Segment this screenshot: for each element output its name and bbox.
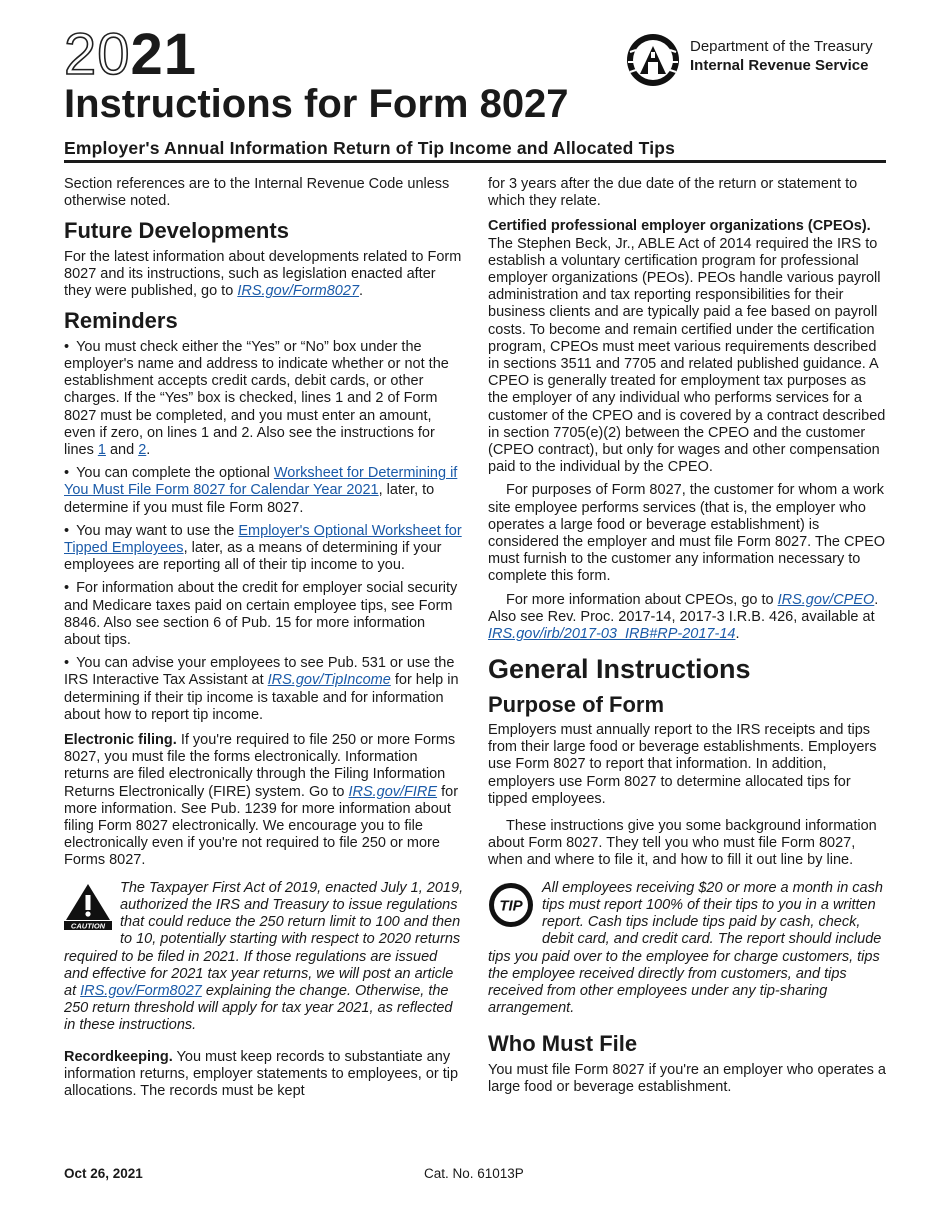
line-2-link[interactable]: 2 [138, 442, 147, 459]
line-1-link[interactable]: 1 [97, 442, 106, 459]
reminder-bullet-2: • You can complete the optional Worksheet for Determining if You Must File Form 8027 for Calendar Year 2021, later, to determine if you must file Form 8027. [64, 465, 464, 517]
electronic-filing-paragraph: Electronic filing. If you're required to file 250 or more Forms 8027, you must file the forms electronically. Information returns are filed electronically through the Filing Information Returns Electronically (FIRE) system. Go to IRS.gov/FIRE for more information. See Pub. 1239 for more information about filing Form 8027 electronically. We encourage you to file electronically even if you're not required to file 250 or more Forms 8027. [64, 732, 459, 869]
form-subtitle: Employer's Annual Information Return of Tip Income and Allocated Tips [64, 138, 676, 158]
year-bold: 21 [130, 22, 198, 87]
left-column [64, 176, 464, 1106]
purpose-text-2: These instructions give you some background information about Form 8027. They tell you who must file Form 8027, when and where to file it, and how to fill it out line by line. [488, 818, 877, 869]
cpeo-paragraph: Certified professional employer organizations (CPEOs). The Stephen Beck, Jr., ABLE Act of 2014 required the IRS to establish a voluntary certification program for professional employer organizations (PEOs). PEOs handle various payroll administration and tax reporting responsibilities for their business clients and are typically paid a fee based on payroll costs. To become and remain certified under the certification program, CPEOs must meet various requirements described in sections 3511 and 7705 and related published guidance. A CPEO is generally treated for employment tax purposes as the employer of any individual who performs services for a customer of the CPEO and is covered by a contract described in section 7705(e)(2) between the CPEO and the customer (CPEO contract), but only for wages and other compensation paid to the individual by the CPEO. [488, 218, 886, 476]
recordkeeping-continued: for 3 years after the due date of the return or statement to which they relate. [488, 176, 858, 210]
header-rule [64, 160, 886, 163]
optional-worksheet-link[interactable]: Employer's Optional Worksheet for Tipped Employees [64, 522, 462, 557]
form8027-caution-link[interactable]: IRS.gov/Form8027 [80, 982, 202, 999]
reminders-heading: Reminders [64, 308, 178, 334]
reminder-bullet-5: • You can advise your employees to see Pub. 531 or use the IRS Interactive Tax Assistant at IRS.gov/TipIncome for help in determining if their tip income is taxable and for information about how to report tip income. [64, 655, 464, 724]
recordkeeping-paragraph: Recordkeeping. You must keep records to substantiate any information returns, employer statements to employees, or tip allocations. The records must be kept [64, 1048, 459, 1099]
revision-date: Oct 26, 2021 [64, 1166, 143, 1181]
right-column [488, 176, 886, 1102]
tip-callout: TIP All employees receiving $20 or more a month in cash tips must report 100% of their tips to you in a written report. Cash tips include tips paid by cash, check, debit card, and credit card. The report should include tips you paid over to the employee for charge customers, tips the employee received directly from customers, and tips received from other employees under any tip-sharing arrangement. [488, 879, 883, 1017]
cpeo-more-info-paragraph: For more information about CPEOs, go to IRS.gov/CPEO. Also see Rev. Proc. 2017-14, 2017-3 I.R.B. 426, available at IRS.gov/irb/2017-03_IRB#RP-2017-14. [488, 591, 879, 643]
tax-year [64, 22, 198, 87]
future-developments-heading: Future Developments [64, 218, 289, 244]
worksheet-link[interactable]: Worksheet for Determining if You Must File Form 8027 for Calendar Year 2021 [64, 465, 458, 499]
tip-income-link[interactable]: IRS.gov/TipIncome [267, 672, 391, 689]
intro-text: Section references are to the Internal Revenue Code unless otherwise noted. [64, 176, 450, 210]
department-name: Department of the Treasury [690, 38, 873, 55]
cpeo-purposes-paragraph: For purposes of Form 8027, the customer for whom a work site employee performs services (that is, the employer who operates a large food or beverage establishment) is considered the employer and must file Form 8027. The CPEO must furnish to the customer any information necessary to complete this form. [488, 482, 886, 585]
year-outline: 20 [64, 22, 131, 87]
reminder-bullet-4: • For information about the credit for employer social security and Medicare taxes paid on certain employee tips, see Form 8846. Also see section 6 of Pub. 15 for more information about tips. [64, 580, 464, 649]
who-must-file-text: You must file Form 8027 if you're an employer who operates a large food or beverage establishment. [488, 1061, 886, 1095]
form8027-link[interactable]: IRS.gov/Form8027 [237, 283, 360, 300]
tip-icon-label: TIP [499, 897, 523, 915]
purpose-text-1: Employers must annually report to the IRS receipts and tips from their large food or beverage establishments. Employers use Form 8027 to report that information. In addition, employers use Form 8027 to determine allocated tips for tipped employees. [488, 722, 877, 807]
future-developments-text: For the latest information about developments related to Form 8027 and its instructions, such as legislation enacted after they were published, go to IRS.gov/Form8027. [64, 248, 462, 300]
fire-link[interactable]: IRS.gov/FIRE [348, 783, 438, 800]
tip-icon [488, 882, 534, 933]
reminder-bullet-3: • You may want to use the Employer's Optional Worksheet for Tipped Employees, later, as a means of determining if your employees are reporting all of their tip income to you. [64, 523, 464, 575]
caution-callout: CAUTION The Taxpayer First Act of 2019, enacted July 1, 2019, authorized the IRS and Treasury to issue regulations that could reduce the 250 return limit to 100 and then to 10, potentially starting with respect to 2020 returns required to be filed in 2021. If those regulations are issued and effective for 2021 tax year returns, we will post an article at IRS.gov/Form8027 explaining the change. Otherwise, the 250 return threshold will apply for tax year 2021, as reflected in these instructions. [64, 879, 464, 1034]
rev-proc-link[interactable]: IRS.gov/irb/2017-03_IRB#RP-2017-14 [488, 626, 736, 643]
page-title: Instructions for Form 8027 [64, 82, 569, 126]
caution-icon [64, 882, 112, 935]
reminder-bullet-1: • You must check either the “Yes” or “No” box under the employer's name and address to indicate whether or not the establishment accepts credit cards, debit cards, or other charges. If the “Yes” box is checked, lines 1 and 2 of Form 8027 must be completed, and you must enter an amount, even if zero, on lines 1 and 2. Also see the instructions for lines 1 and 2. [64, 339, 464, 459]
agency-name: Internal Revenue Service [690, 57, 869, 74]
cpeo-link[interactable]: IRS.gov/CPEO [777, 591, 875, 608]
purpose-of-form-heading: Purpose of Form [488, 691, 665, 717]
who-must-file-heading: Who Must File [488, 1031, 638, 1057]
caution-icon-label: CAUTION [70, 921, 106, 930]
catalog-number: Cat. No. 61013P [424, 1166, 524, 1181]
general-instructions-heading: General Instructions [488, 654, 751, 685]
treasury-seal-icon [622, 32, 684, 93]
